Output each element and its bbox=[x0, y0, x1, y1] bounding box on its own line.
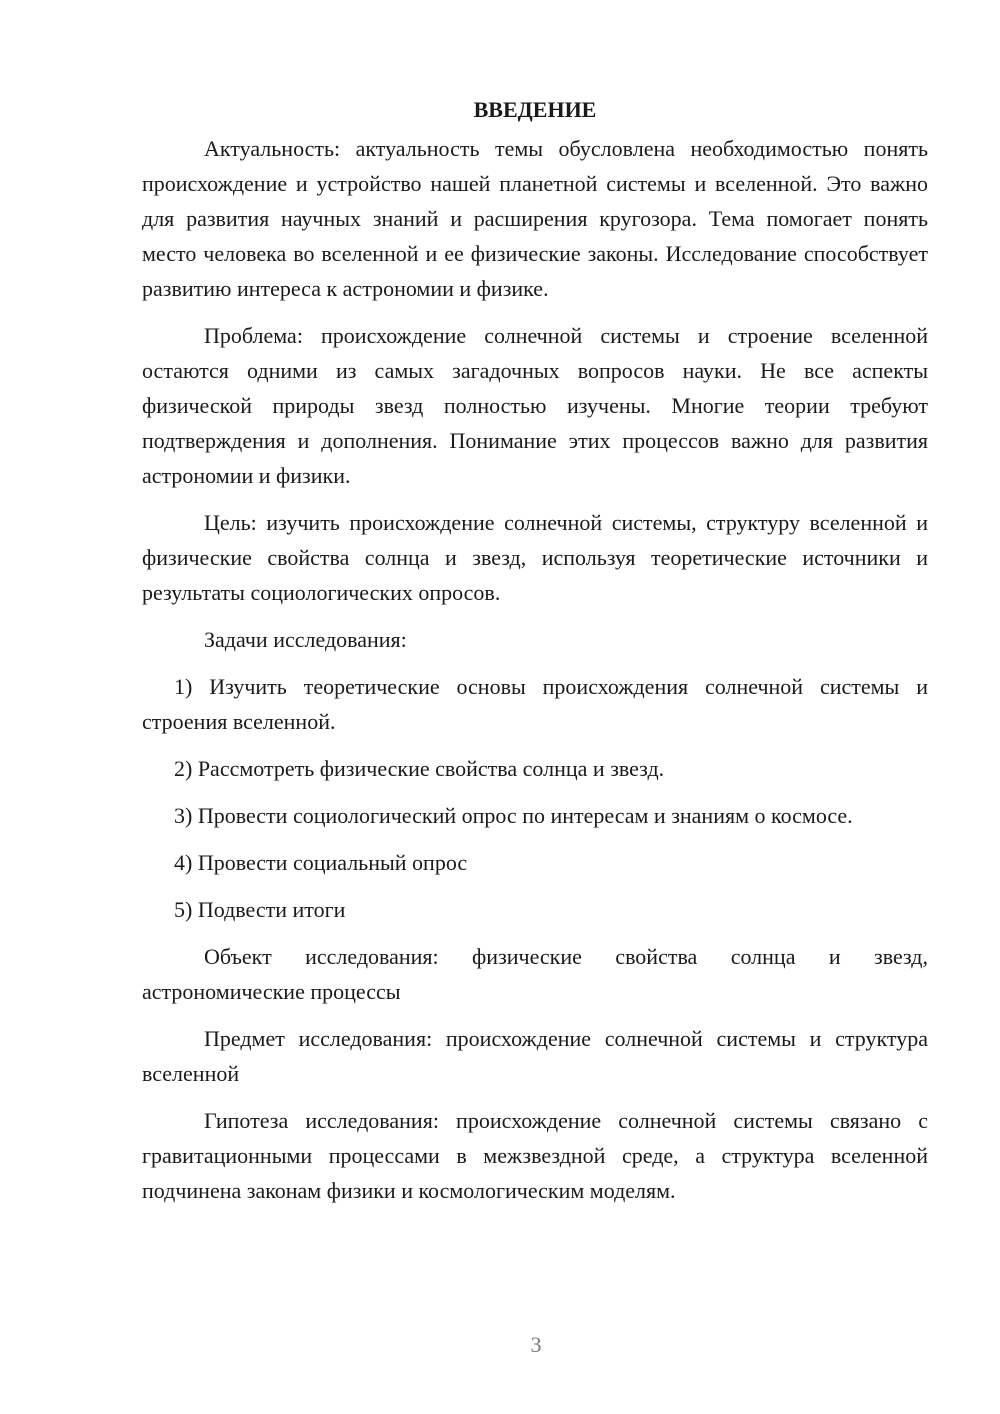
task-item-4: 4) Провести социальный опрос bbox=[174, 850, 468, 875]
task-item-3: 3) Провести социологический опрос по интересам и знаниям о космосе. bbox=[174, 803, 853, 828]
paragraph-relevance: Актуальность: актуальность темы обусловлена необходимостью понять происхождение и устройство нашей планетной системы и вселенной. Это важно для развития научных знаний и расширения кругозора. Тема помогает понять место человека во вселенной и ее физические законы. Исследование способствует развитию интереса к астрономии и физике. bbox=[142, 136, 928, 301]
paragraph-subject: Предмет исследования: происхождение солнечной системы и структура вселенной bbox=[142, 1026, 928, 1086]
task-item-2: 2) Рассмотреть физические свойства солнца и звезд. bbox=[174, 756, 665, 781]
paragraph-object: Объект исследования: физические свойства солнца и звезд, астрономические процессы bbox=[142, 944, 928, 1004]
paragraph-goal: Цель: изучить происхождение солнечной системы, структуру вселенной и физические свойства солнца и звезд, используя теоретические источники и результаты социологических опросов. bbox=[142, 510, 928, 605]
paragraph-problem: Проблема: происхождение солнечной системы и строение вселенной остаются одними из самых загадочных вопросов науки. Не все аспекты физической природы звезд полностью изучены. Многие теории требуют подтверждения и дополнения. Понимание этих процессов важно для развития астрономии и физики. bbox=[142, 323, 928, 488]
paragraph-hypothesis: Гипотеза исследования: происхождение солнечной системы связано с гравитационными процессами в межзвездной среде, а структура вселенной подчинена законам физики и космологическим моделям. bbox=[142, 1108, 928, 1203]
document-page bbox=[142, 92, 928, 1220]
page-number: 3 bbox=[530, 1332, 542, 1357]
tasks-heading: Задачи исследования: bbox=[204, 627, 407, 652]
task-item-5: 5) Подвести итоги bbox=[174, 897, 346, 922]
task-item-1: 1) Изучить теоретические основы происхождения солнечной системы и строения вселенной. bbox=[142, 674, 928, 734]
page-title: ВВЕДЕНИЕ bbox=[473, 97, 597, 122]
